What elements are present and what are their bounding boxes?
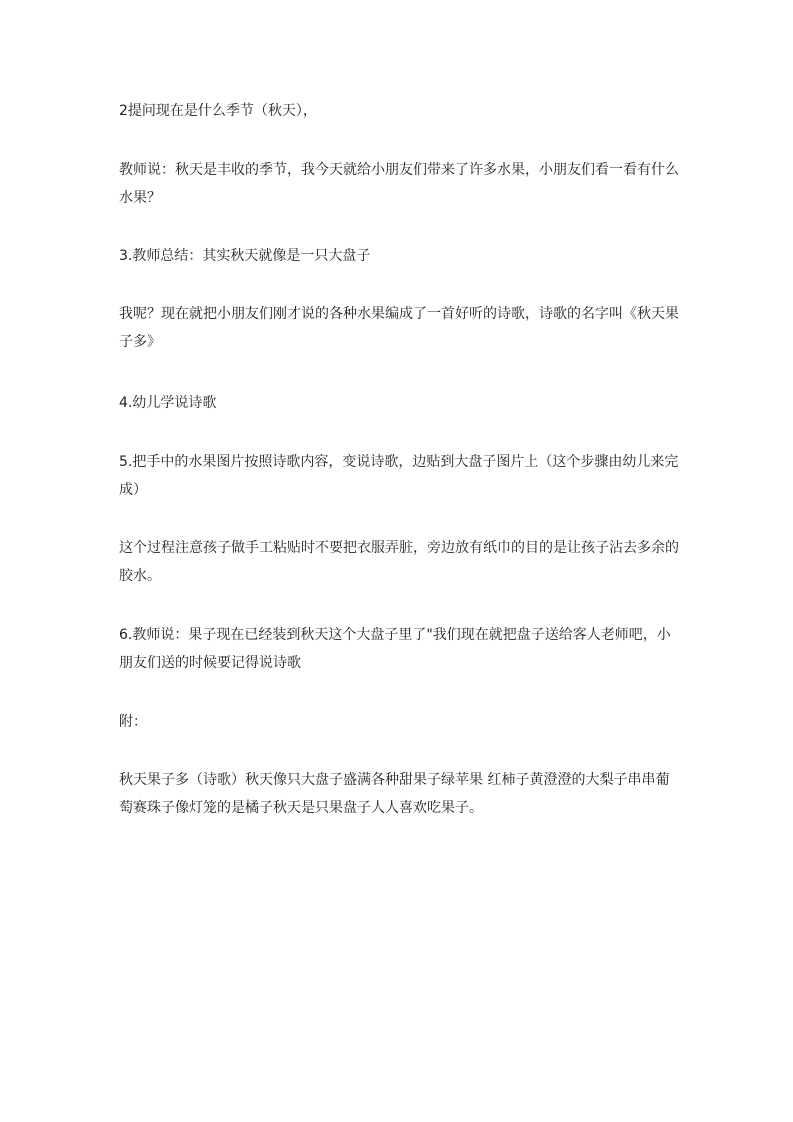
- paragraph-poem-intro: 我呢？现在就把小朋友们刚才说的各种水果编成了一首好听的诗歌，诗歌的名字叫《秋天果子多》: [119, 306, 679, 350]
- paragraph-step-6-give: 6.教师说：果子现在已经装到秋天这个大盘子里了"我们现在就把盘子送给客人老师吧，小朋友们送的时候要记得说诗歌: [119, 627, 671, 671]
- paragraph-poem-text: 秋天果子多（诗歌）秋天像只大盘子盛满各种甜果子绿苹果 红柿子黄澄澄的大梨子串串葡萄赛珠子像灯笼的是橘子秋天是只果盘子人人喜欢吃果子。: [119, 772, 670, 816]
- paragraph-step-2-question: 2提问现在是什么季节（秋天），: [119, 103, 317, 119]
- paragraph-step-4-recite: 4.幼儿学说诗歌: [119, 395, 217, 411]
- paragraph-step-3-summary: 3.教师总结：其实秋天就像是一只大盘子: [119, 248, 371, 264]
- paragraph-glue-note: 这个过程注意孩子做手工粘贴时不要把衣服弄脏，旁边放有纸巾的目的是让孩子沾去多余的胶水。: [119, 540, 679, 584]
- paragraph-step-5-paste: 5.把手中的水果图片按照诗歌内容，变说诗歌，边贴到大盘子图片上（这个步骤由幼儿来完成）: [119, 454, 679, 498]
- paragraph-appendix-label: 附：: [119, 714, 147, 730]
- paragraph-teacher-says: 教师说：秋天是丰收的季节，我今天就给小朋友们带来了许多水果，小朋友们看一看有什么水果？: [119, 162, 679, 206]
